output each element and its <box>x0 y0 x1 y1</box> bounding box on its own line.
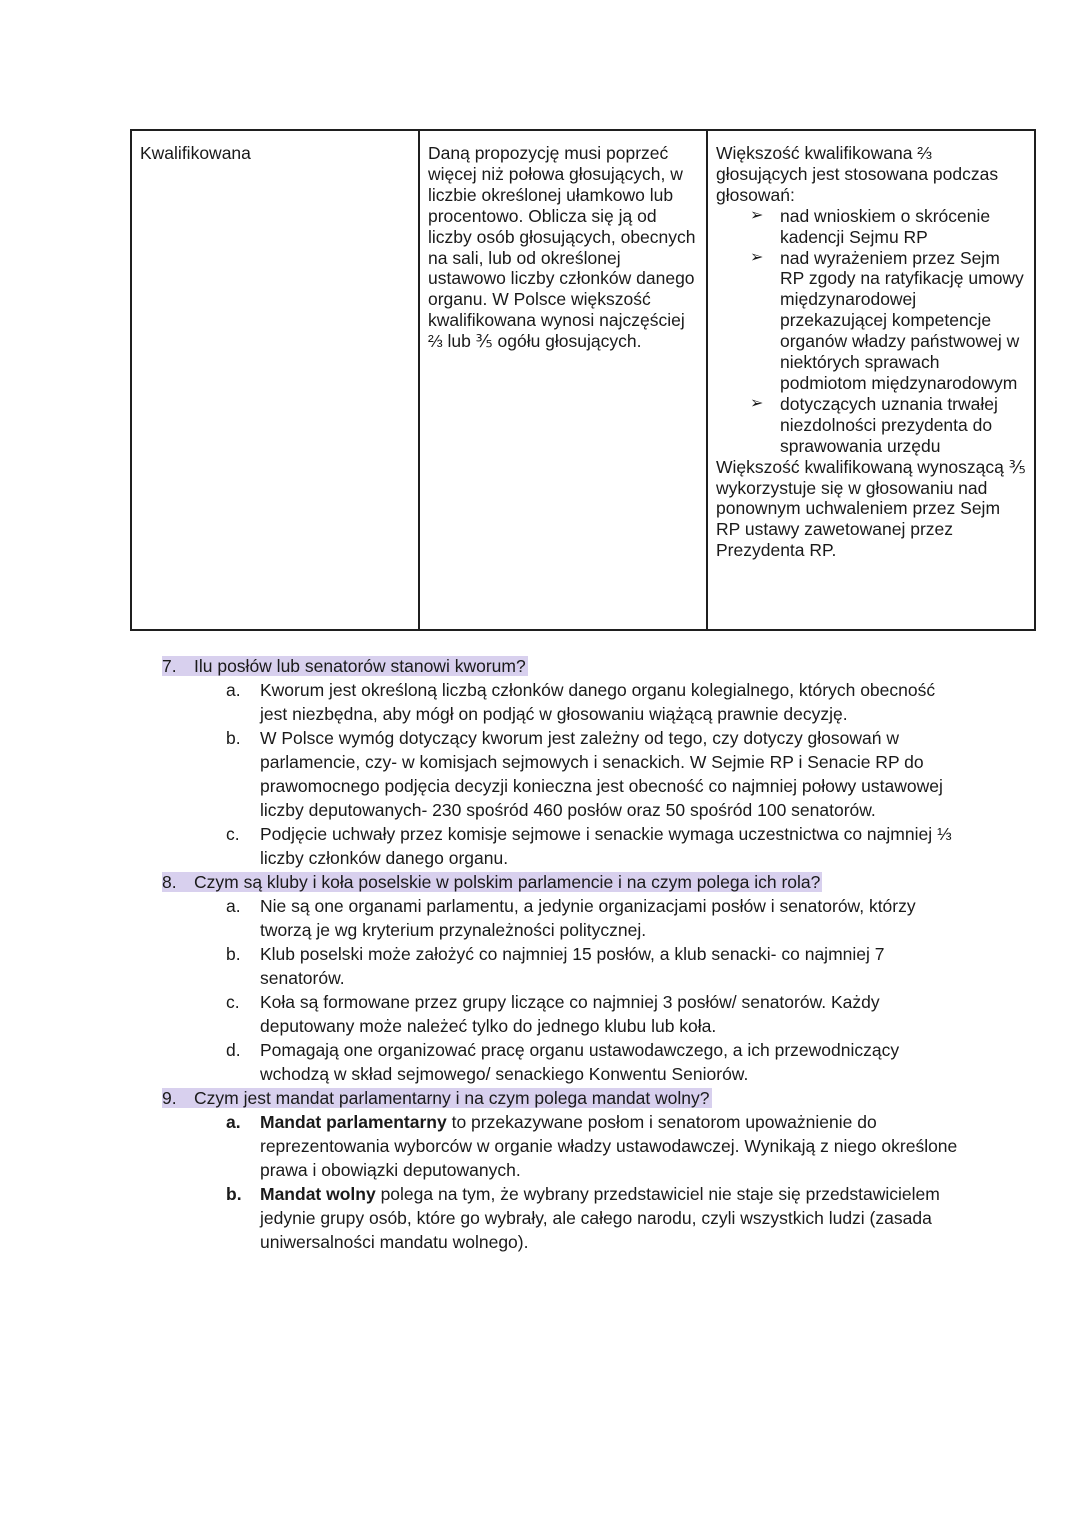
usage-outro: Większość kwalifikowaną wynoszącą ⅗ wykorzystuje się w głosowaniu nad ponownym uchwaleniem przez Sejm RP ustawy zawetowanej przez Prezydenta RP. <box>716 456 1026 561</box>
list-item <box>226 1038 962 1086</box>
list-item <box>226 894 962 942</box>
answer-text: Klub poselski może założyć co najmniej 15 posłów, a klub senacki- co najmniej 7 senatorów. <box>260 944 885 988</box>
answer-marker: b. <box>226 1184 242 1204</box>
usage-intro: Większość kwalifikowana ⅔ głosujących jest stosowana podczas głosowań: <box>716 143 999 205</box>
table-row <box>131 130 1035 630</box>
answer-list <box>162 678 962 870</box>
answer-text: Pomagają one organizować pracę organu ustawodawczego, a ich przewodniczący wchodzą w skład sejmowego/ senackiego Konwentu Seniorów. <box>260 1040 900 1084</box>
majority-type-cell <box>131 130 419 630</box>
question-text: Czym są kluby i koła poselskie w polskim parlamencie i na czym polega ich rola? <box>194 872 821 892</box>
answer-text: Podjęcie uchwały przez komisje sejmowe i senackie wymaga uczestnictwa co najmniej ⅓ liczby członków danego organu. <box>260 824 952 868</box>
answer-list <box>162 894 962 1086</box>
question-number: 7. <box>162 656 177 676</box>
question-heading <box>162 1086 962 1110</box>
list-item <box>226 678 962 726</box>
arrow-bullet-icon: ➢ <box>750 394 764 412</box>
question-block-9 <box>162 1086 962 1254</box>
list-item <box>226 1110 962 1182</box>
majority-type-label: Kwalifikowana <box>140 143 251 163</box>
usage-list <box>716 206 1028 457</box>
list-item <box>226 822 962 870</box>
answer-marker: b. <box>226 728 241 748</box>
usage-item-text: dotyczących uznania trwałej niezdolności prezydenta do sprawowania urzędu <box>780 393 998 456</box>
answer-term: Mandat wolny <box>260 1184 376 1204</box>
list-item <box>750 248 1028 394</box>
question-number: 8. <box>162 872 177 892</box>
answer-marker: c. <box>226 992 240 1012</box>
answer-marker: a. <box>226 1112 241 1132</box>
question-highlight <box>162 872 822 892</box>
list-item <box>750 206 1028 248</box>
list-item <box>226 942 962 990</box>
question-highlight <box>162 656 528 676</box>
answer-text: Kworum jest określoną liczbą członków danego organu kolegialnego, których obecność jest niezbędna, aby mógł on podjąć w głosowaniu wiążącą prawnie decyzję. <box>260 680 936 724</box>
list-item <box>226 990 962 1038</box>
question-text: Czym jest mandat parlamentarny i na czym polega mandat wolny? <box>194 1088 710 1108</box>
answer-text: Koła są formowane przez grupy liczące co najmniej 3 posłów/ senatorów. Każdy deputowany może należeć tylko do jednego klubu lub koła. <box>260 992 880 1036</box>
answer-text: polega na tym, że wybrany przedstawiciel nie staje się przedstawicielem jedynie grupy osób, które go wybrały, ale całego narodu, czyli wszystkich ludzi (zasada uniwersalności mandatu wolnego). <box>260 1184 940 1252</box>
answer-marker: a. <box>226 680 241 700</box>
answer-marker: d. <box>226 1040 241 1060</box>
arrow-bullet-icon: ➢ <box>750 206 764 224</box>
definition-text: Daną propozycję musi poprzeć więcej niż połowa głosujących, w liczbie określonej ułamkowo lub procentowo. Oblicza się ją od liczby osób głosujących, obecnych na sali, lub od określonej ustawowo liczby członków danego organu. W Polsce większość kwalifikowana wynosi najczęściej ⅔ lub ⅗ ogółu głosujących. <box>428 143 696 352</box>
question-block-8 <box>162 870 962 1086</box>
list-item <box>750 394 1028 457</box>
answer-term: Mandat parlamentarny <box>260 1112 447 1132</box>
majority-table-container <box>130 129 1026 631</box>
questions-section <box>162 654 962 1254</box>
majority-table <box>130 129 1036 631</box>
question-highlight <box>162 1088 712 1108</box>
answer-marker: c. <box>226 824 240 844</box>
question-heading <box>162 870 962 894</box>
answer-text: W Polsce wymóg dotyczący kworum jest zależny od tego, czy dotyczy głosowań w parlamencie, czy- w komisjach sejmowych i senackich. W Sejmie RP i Senacie RP do prawomocnego podjęcia decyzji konieczna jest obecność co najmniej połowy ustawowej liczby deputowanych- 230 spośród 460 posłów oraz 50 spośród 100 senatorów. <box>260 728 943 820</box>
question-text: Ilu posłów lub senatorów stanowi kworum? <box>194 656 526 676</box>
answer-text: Nie są one organami parlamentu, a jedynie organizacjami posłów i senatorów, którzy tworzą je wg kryterium przynależności politycznej. <box>260 896 916 940</box>
answer-text: to przekazywane posłom i senatorom upoważnienie do reprezentowania wyborców w organie władzy ustawodawczej. Wynikają z niego określone prawa i obowiązki deputowanych. <box>260 1112 958 1180</box>
definition-cell <box>419 130 707 630</box>
question-block-7 <box>162 654 962 870</box>
list-item <box>226 726 962 822</box>
usage-item-text: nad wyrażeniem przez Sejm RP zgody na ratyfikację umowy międzynarodowej przekazującej kompetencje organów władzy państwowej w niektórych sprawach podmiotom międzynarodowym <box>780 247 1024 393</box>
answer-marker: a. <box>226 896 241 916</box>
answer-marker: b. <box>226 944 241 964</box>
arrow-bullet-icon: ➢ <box>750 248 764 266</box>
list-item <box>226 1182 962 1254</box>
answer-list <box>162 1110 962 1254</box>
usage-item-text: nad wnioskiem o skrócenie kadencji Sejmu RP <box>780 205 991 247</box>
question-number: 9. <box>162 1088 177 1108</box>
usage-cell <box>707 130 1035 630</box>
question-heading <box>162 654 962 678</box>
